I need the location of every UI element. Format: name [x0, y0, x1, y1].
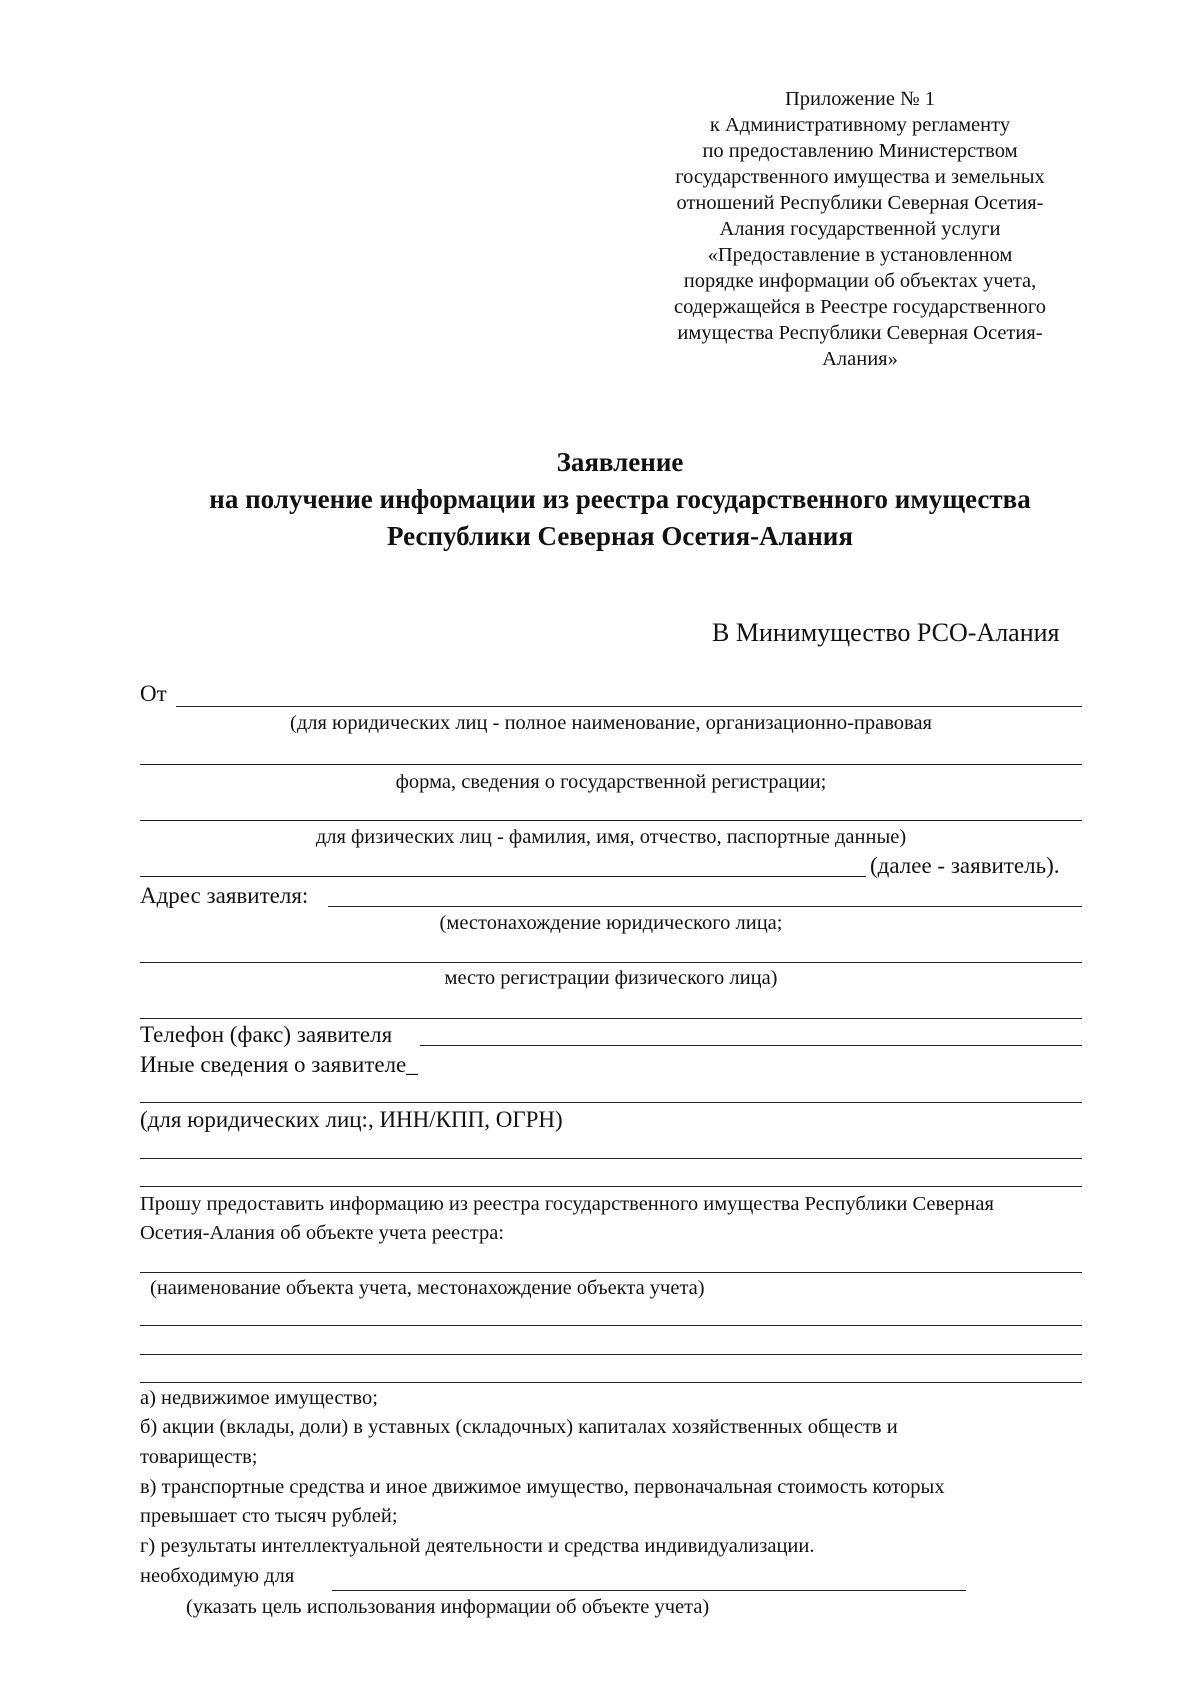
appendix-line: Алания государственной услуги: [719, 218, 1001, 240]
appendix-line: государственного имущества и земельных: [675, 166, 1045, 188]
appendix-line: к Административному регламенту: [709, 114, 1011, 136]
applicant-name-field-2[interactable]: [140, 764, 1082, 765]
phone-label: Телефон (факс) заявителя: [140, 1022, 393, 1047]
address-hint-physical: место регистрации физического лица): [444, 967, 778, 989]
title-line: Заявление: [556, 447, 684, 477]
category-shares-cont: товариществ;: [140, 1446, 258, 1468]
object-hint: (наименование объекта учета, местонахождение объекта учета): [150, 1277, 705, 1299]
object-field-4[interactable]: [140, 1382, 1082, 1383]
other-info-field[interactable]: [140, 1102, 1082, 1103]
appendix-line: имущества Республики Северная Осетия-: [677, 322, 1043, 344]
category-intellectual: г) результаты интеллектуальной деятельности и средства индивидуализации.: [140, 1535, 815, 1557]
appendix-line: порядке информации об объектах учета,: [683, 270, 1037, 292]
address-field[interactable]: [328, 906, 1082, 907]
address-label: Адрес заявителя:: [140, 883, 309, 908]
request-text-2: Осетия-Алания об объекте учета реестра:: [140, 1222, 505, 1244]
address-field-3[interactable]: [140, 1018, 1082, 1019]
purpose-label: необходимую для: [140, 1565, 295, 1587]
phone-field[interactable]: [420, 1045, 1082, 1046]
other-info-field-2[interactable]: [140, 1158, 1082, 1159]
address-hint-legal: (местонахождение юридического лица;: [439, 912, 783, 934]
request-text: Прошу предоставить информацию из реестра государственного имущества Республики Северная: [140, 1193, 994, 1215]
purpose-hint: (указать цель использования информации об объекте учета): [186, 1596, 710, 1618]
applicant-name-field-4[interactable]: [140, 876, 866, 877]
object-field-3[interactable]: [140, 1354, 1082, 1355]
object-field[interactable]: [140, 1272, 1082, 1273]
title-line: Республики Северная Осетия-Алания: [387, 521, 853, 551]
applicant-hint-legal: (для юридических лиц - полное наименование, организационно-правовая: [290, 712, 932, 734]
appendix-line: «Предоставление в установленном: [707, 244, 1013, 266]
appendix-line: содержащейся в Реестре государственного: [673, 296, 1046, 318]
title-line: на получение информации из реестра государственного имущества: [209, 484, 1031, 514]
category-real-estate: а) недвижимое имущество;: [140, 1387, 378, 1409]
other-info-hint: (для юридических лиц:, ИНН/КПП, ОГРН): [140, 1107, 563, 1132]
category-vehicles-cont: превышает сто тысяч рублей;: [140, 1505, 398, 1527]
applicant-suffix: (далее - заявитель).: [870, 853, 1060, 878]
other-info-field-3[interactable]: [140, 1186, 1082, 1187]
appendix-line: отношений Республики Северная Осетия-: [676, 192, 1044, 214]
appendix-line: по предоставлению Министерством: [702, 140, 1018, 162]
appendix-line: Алания»: [822, 348, 898, 370]
recipient: В Минимущество РСО-Алания: [712, 618, 1060, 647]
from-label: От: [140, 681, 167, 706]
purpose-field[interactable]: [332, 1590, 966, 1591]
applicant-name-field[interactable]: [176, 706, 1082, 707]
appendix-header: [640, 86, 1080, 372]
address-field-2[interactable]: [140, 962, 1082, 963]
other-info-label: Иные сведения о заявителе_: [140, 1052, 418, 1077]
applicant-hint-legal-2: форма, сведения о государственной регистрации;: [395, 771, 827, 793]
appendix-line: Приложение № 1: [784, 88, 936, 110]
applicant-hint-physical: для физических лиц - фамилия, имя, отчество, паспортные данные): [315, 826, 907, 848]
category-vehicles: в) транспортные средства и иное движимое имущество, первоначальная стоимость которых: [140, 1476, 945, 1498]
object-field-2[interactable]: [140, 1325, 1082, 1326]
document-title: [100, 444, 1140, 555]
applicant-name-field-3[interactable]: [140, 820, 1082, 821]
category-shares: б) акции (вклады, доли) в уставных (складочных) капиталах хозяйственных обществ и: [140, 1416, 898, 1438]
